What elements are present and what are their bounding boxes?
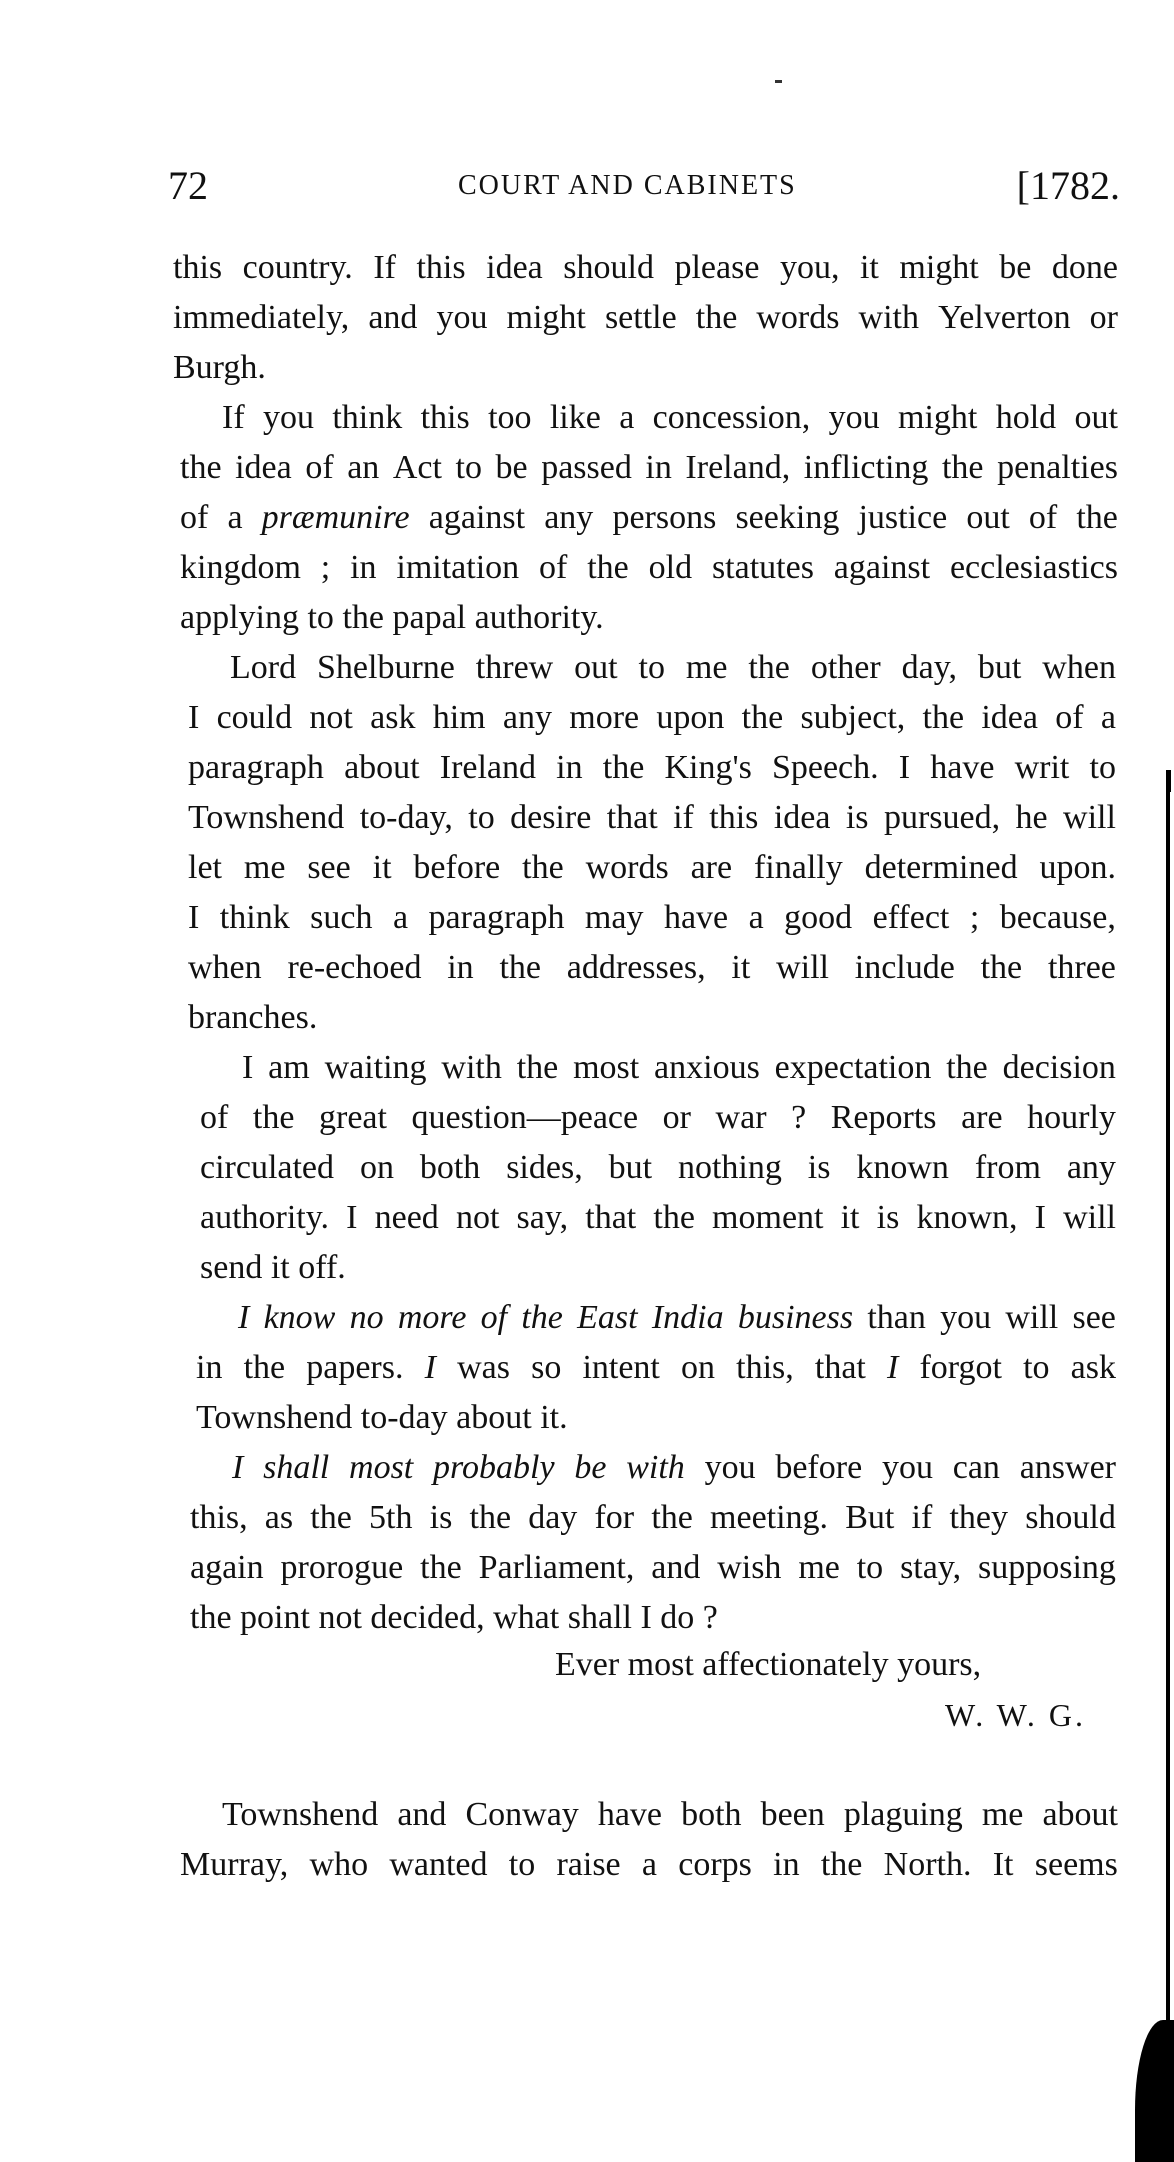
text-line: I think such a paragraph may have a good effect ; because, — [188, 899, 1116, 936]
text-line: kingdom ; in imitation of the old statutes against ecclesiastics — [180, 549, 1118, 586]
letter-signoff: Ever most affectionately yours, — [555, 1646, 982, 1683]
text-line: paragraph about Ireland in the King's Speech. I have writ to — [188, 749, 1116, 786]
text-line: this, as the 5th is the day for the meeting. But if they should — [190, 1499, 1116, 1536]
text-line: circulated on both sides, but nothing is known from any — [200, 1149, 1116, 1186]
text-line: of a præmunire against any persons seeking justice out of the — [180, 499, 1118, 536]
running-head: COURT AND CABINETS — [458, 170, 797, 201]
text-line: I could not ask him any more upon the subject, the idea of a — [188, 699, 1116, 736]
text-line: immediately, and you might settle the words with Yelverton or — [173, 299, 1118, 336]
text-line: applying to the papal authority. — [180, 599, 604, 636]
text-line: authority. I need not say, that the moment it is known, I will — [200, 1199, 1116, 1236]
text-line: this country. If this idea should please you, it might be done — [173, 249, 1118, 286]
text-line: I know no more of the East India business than you will see — [238, 1299, 1116, 1336]
text-line: let me see it before the words are finally determined upon. — [188, 849, 1116, 886]
page-number: 72 — [168, 163, 208, 208]
text-line: the idea of an Act to be passed in Ireland, inflicting the penalties — [180, 449, 1118, 486]
text-line: Burgh. — [173, 349, 266, 386]
page-edge-shadow — [1166, 770, 1170, 2162]
page-edge-mark — [1168, 770, 1171, 792]
page-edge-blot — [1135, 2020, 1174, 2162]
text-line: Townshend to-day, to desire that if this idea is pursued, he will — [188, 799, 1116, 836]
text-line: the point not decided, what shall I do ? — [190, 1599, 718, 1636]
text-line: Murray, who wanted to raise a corps in the North. It seems — [180, 1846, 1118, 1883]
text-line: I shall most probably be with you before you can answer — [232, 1449, 1116, 1486]
text-line: of the great question—peace or war ? Reports are hourly — [200, 1099, 1116, 1136]
letter-signature: W. W. G. — [944, 1697, 1086, 1733]
page-header — [168, 162, 1120, 212]
text-line: when re-echoed in the addresses, it will include the three — [188, 949, 1116, 986]
text-line: Lord Shelburne threw out to me the other day, but when — [230, 649, 1116, 686]
text-line: If you think this too like a concession, you might hold out — [222, 399, 1118, 436]
text-line: again prorogue the Parliament, and wish me to stay, supposing — [190, 1549, 1116, 1586]
header-year: [1782. — [1016, 163, 1120, 208]
text-line: I am waiting with the most anxious expectation the decision — [242, 1049, 1116, 1086]
text-line: Townshend and Conway have both been plaguing me about — [222, 1796, 1118, 1833]
print-speck — [775, 80, 782, 83]
text-line: in the papers. I was so intent on this, that I forgot to ask — [196, 1349, 1116, 1386]
text-line: branches. — [188, 999, 318, 1036]
text-line: Townshend to-day about it. — [196, 1399, 568, 1436]
text-line: send it off. — [200, 1249, 346, 1286]
